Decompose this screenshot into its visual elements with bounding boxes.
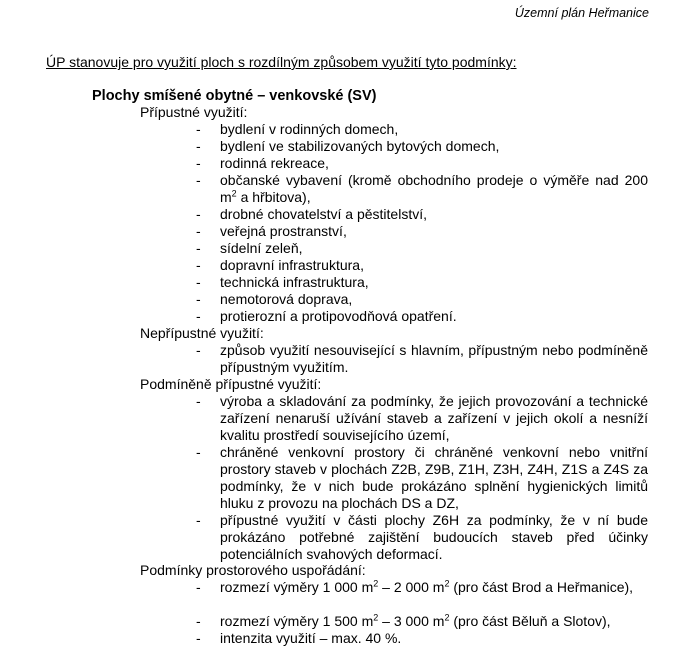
group-label-spatial: Podmínky prostorového uspořádání: bbox=[140, 562, 366, 578]
list-item: - dopravní infrastruktura, bbox=[196, 257, 364, 273]
list-item: - sídelní zeleň, bbox=[196, 240, 303, 256]
list-item: - technická infrastruktura, bbox=[196, 274, 369, 290]
intro-text: ÚP stanovuje pro využití ploch s rozdílným způsobem využití tyto podmínky: bbox=[46, 54, 517, 70]
document-header: Územní plán Heřmanice bbox=[514, 6, 649, 20]
group-label-conditional: Podmíněně přípustné využití: bbox=[140, 376, 322, 392]
list-item: - výroba a skladování za podmínky, že jejich provozování a technické zařízení nenaruší užívání staveb a zařízení v jejich okolí a nesníží kvalitu prostředí souvisejícího území, bbox=[196, 393, 648, 443]
list-item: - bydlení ve stabilizovaných bytových domech, bbox=[196, 138, 500, 154]
list-item: - bydlení v rodinných domech, bbox=[196, 121, 399, 137]
list-item: - způsob využití nesouvisející s hlavním, přípustným nebo podmíněně přípustným využitím. bbox=[196, 342, 648, 375]
list-item: - přípustné využití v části plochy Z6H za podmínky, že v ní bude prokázáno potřebné zajištění budoucích staveb před účinky potenciálních svahových deformací. bbox=[196, 512, 648, 562]
list-item: - drobné chovatelství a pěstitelství, bbox=[196, 206, 427, 222]
group-label-not-permitted: Nepřípustné využití: bbox=[140, 325, 264, 341]
group-label-permitted: Přípustné využití: bbox=[140, 104, 248, 120]
list-item: - občanské vybavení (kromě obchodního prodeje o výměře nad 200 $m^2$ a hřbitova), bbox=[196, 172, 648, 205]
section-title: Plochy smíšené obytné – venkovské (SV) bbox=[92, 88, 377, 104]
list-item: - chráněné venkovní prostory či chráněné venkovní nebo vnitřní prostory staveb v plochách Z2B, Z9B, Z1H, Z3H, Z4H, Z1S a Z4S za podmínky, že v nich bude prokázáno splnění hygienických limitů hluku z provozu na plochách DS a DZ, bbox=[196, 444, 648, 511]
list-item: - nemotorová doprava, bbox=[196, 291, 353, 307]
list-item: - intenzita využití – max. 40 %. bbox=[196, 630, 402, 646]
list-item: - rodinná rekreace, bbox=[196, 155, 329, 171]
list-item: - veřejná prostranství, bbox=[196, 223, 347, 239]
list-item: - rozmezí výměry 1 500 $m^2 - 3$ 000 $m^2$ (pro část Běluň a Slotov), bbox=[196, 612, 611, 629]
list-item: - protierozní a protipovodňová opatření. bbox=[196, 308, 457, 324]
list-item: - rozmezí výměry 1 000 $m^2 - 2$ 000 $m^2$ (pro část Brod a Heřmanice), bbox=[196, 578, 634, 595]
